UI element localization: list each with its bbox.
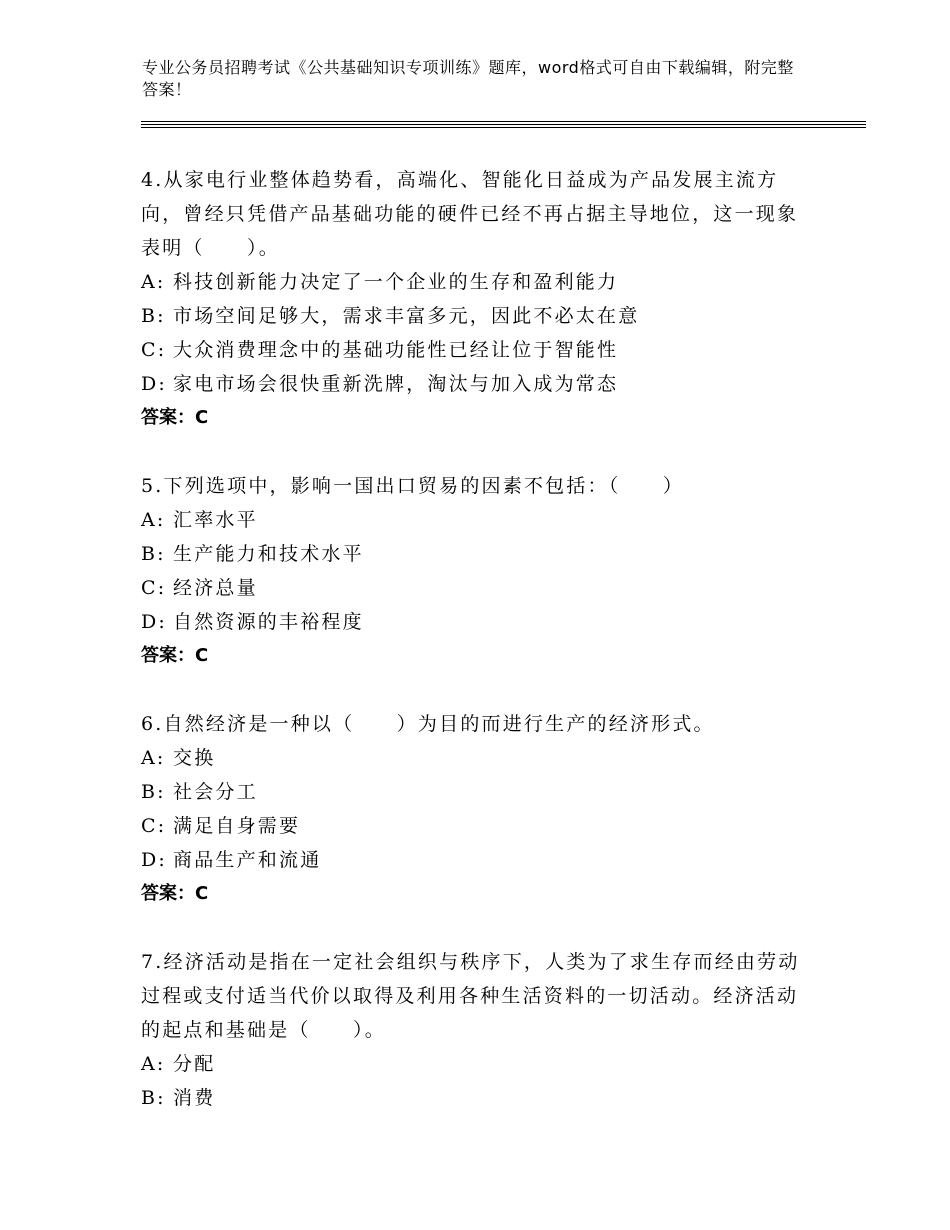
option-b bbox=[141, 299, 801, 333]
option-letter: C: bbox=[141, 339, 167, 361]
option-text: 交换 bbox=[173, 747, 216, 769]
header-divider-line bbox=[141, 121, 866, 122]
option-c bbox=[141, 571, 801, 605]
question-stem: 4.从家电行业整体趋势看，高端化、智能化日益成为产品发展主流方向，曾经只凭借产品基础功能的硬件已经不再占据主导地位，这一现象表明（ ）。 bbox=[141, 169, 799, 259]
answer-line: 答案：C bbox=[141, 407, 209, 428]
question-list bbox=[141, 163, 801, 1115]
option-text: 社会分工 bbox=[173, 781, 258, 803]
option-letter: B: bbox=[141, 543, 166, 565]
option-text: 自然资源的丰裕程度 bbox=[173, 611, 364, 633]
answer-line: 答案：C bbox=[141, 645, 209, 666]
option-letter: D: bbox=[141, 849, 168, 871]
option-letter: A: bbox=[141, 747, 166, 769]
option-d bbox=[141, 605, 801, 639]
question-spacer bbox=[141, 673, 801, 707]
option-d bbox=[141, 843, 801, 877]
option-letter: C: bbox=[141, 577, 167, 599]
header-divider-line bbox=[141, 127, 866, 128]
question-stem: 6.自然经济是一种以（ ）为目的而进行生产的经济形式。 bbox=[141, 713, 715, 735]
option-text: 满足自身需要 bbox=[173, 815, 301, 837]
option-letter: C: bbox=[141, 815, 167, 837]
question-stem: 7.经济活动是指在一定社会组织与秩序下，人类为了求生存而经由劳动过程或支付适当代价以取得及利用各种生活资料的一切活动。经济活动的起点和基础是（ ）。 bbox=[141, 951, 800, 1041]
option-text: 科技创新能力决定了一个企业的生存和盈利能力 bbox=[173, 271, 619, 293]
option-text: 经济总量 bbox=[173, 577, 258, 599]
option-letter: A: bbox=[141, 1053, 166, 1075]
question-spacer bbox=[141, 911, 801, 945]
option-letter: D: bbox=[141, 373, 168, 395]
option-letter: B: bbox=[141, 305, 166, 327]
option-c bbox=[141, 809, 801, 843]
option-text: 家电市场会很快重新洗牌，淘汰与加入成为常态 bbox=[173, 373, 619, 395]
question-stem: 5.下列选项中，影响一国出口贸易的因素不包括：（ ） bbox=[141, 475, 685, 497]
option-text: 生产能力和技术水平 bbox=[173, 543, 364, 565]
option-letter: D: bbox=[141, 611, 168, 633]
option-a bbox=[141, 741, 801, 775]
option-letter: A: bbox=[141, 271, 166, 293]
option-letter: B: bbox=[141, 1087, 166, 1109]
option-a bbox=[141, 265, 801, 299]
option-text: 分配 bbox=[173, 1053, 216, 1075]
option-d bbox=[141, 367, 801, 401]
question-5 bbox=[141, 469, 801, 673]
option-text: 消费 bbox=[173, 1087, 216, 1109]
option-a bbox=[141, 503, 801, 537]
answer-line: 答案：C bbox=[141, 883, 209, 904]
question-6 bbox=[141, 707, 801, 911]
option-text: 大众消费理念中的基础功能性已经让位于智能性 bbox=[173, 339, 619, 361]
option-b bbox=[141, 775, 801, 809]
option-letter: B: bbox=[141, 781, 166, 803]
option-letter: A: bbox=[141, 509, 166, 531]
option-a bbox=[141, 1047, 801, 1081]
option-text: 汇率水平 bbox=[173, 509, 258, 531]
header-divider-line bbox=[141, 124, 866, 125]
question-spacer bbox=[141, 435, 801, 469]
option-b bbox=[141, 537, 801, 571]
question-7 bbox=[141, 945, 801, 1115]
option-text: 商品生产和流通 bbox=[173, 849, 322, 871]
document-header: 专业公务员招聘考试《公共基础知识专项训练》题库，word格式可自由下载编辑，附完整答案！ bbox=[142, 58, 794, 99]
question-4 bbox=[141, 163, 801, 435]
option-c bbox=[141, 333, 801, 367]
option-b bbox=[141, 1081, 801, 1115]
option-text: 市场空间足够大，需求丰富多元，因此不必太在意 bbox=[173, 305, 640, 327]
